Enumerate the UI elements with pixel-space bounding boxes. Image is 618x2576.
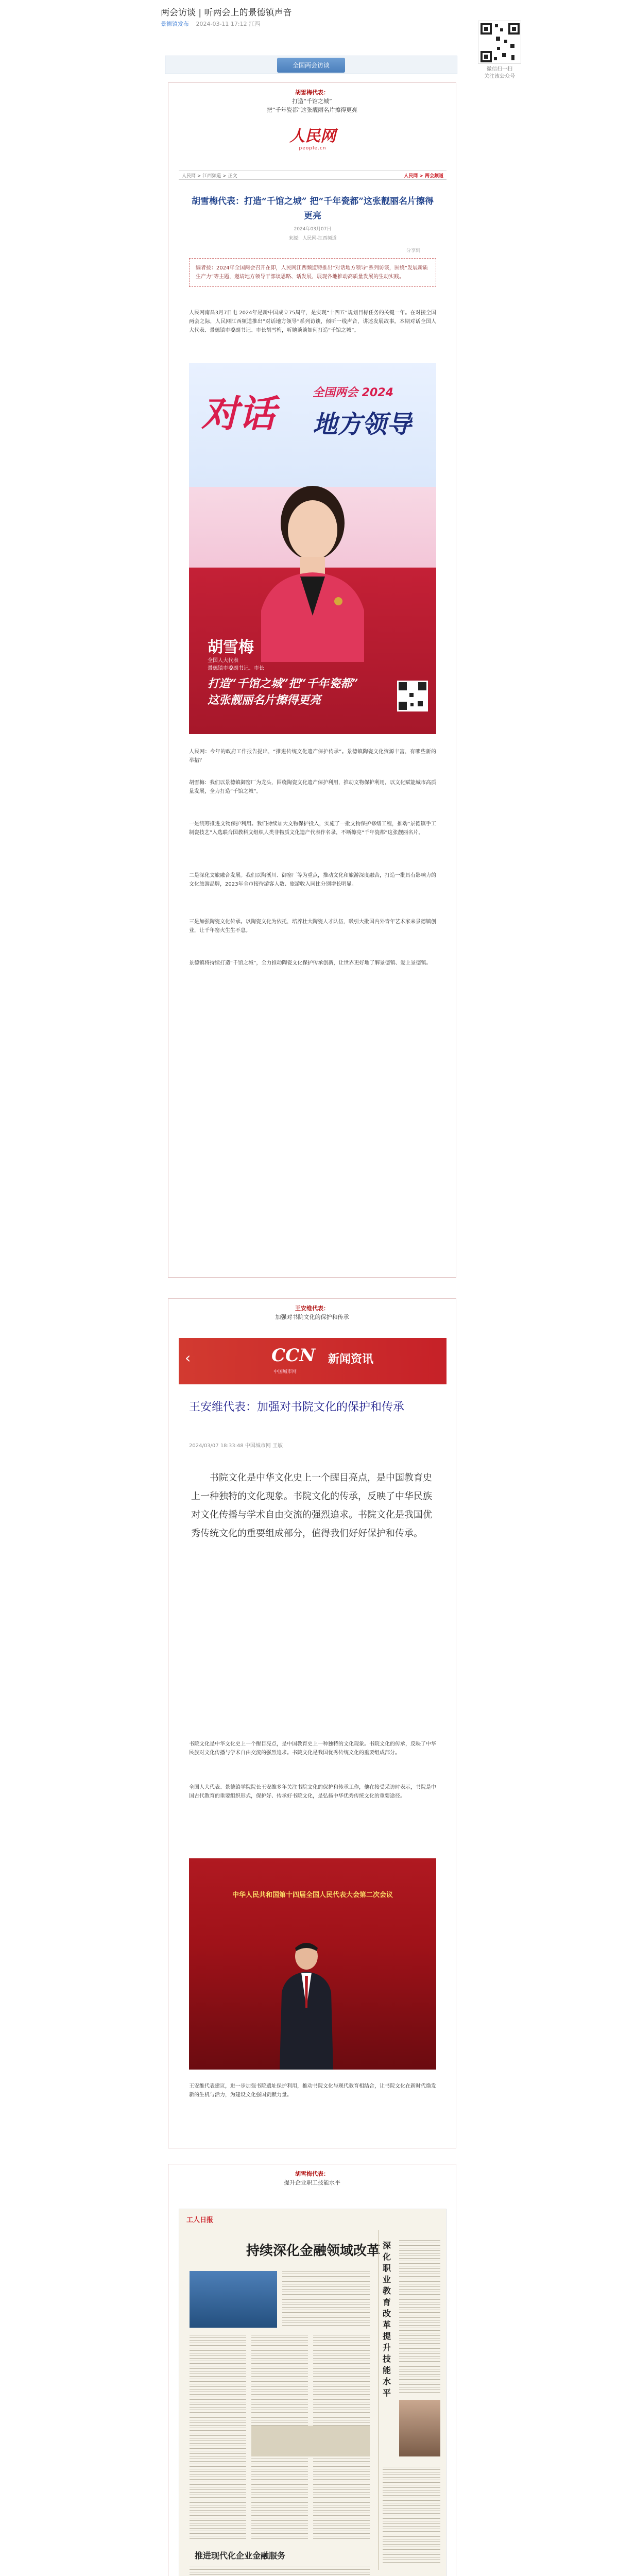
ccn-banner [179, 1338, 447, 1384]
paragraph: 书院文化是中华文化史上一个醒目亮点，是中国教育史上一种独特的文化现象。书院文化的传承，反映了中华民族对文化传播与学术自由交流的强烈追求。书院文化是我国优秀传统文化的重要组成部分。 [189, 1741, 436, 1756]
newspaper-scan [179, 2209, 447, 2576]
person-name: 胡雪梅 [208, 638, 254, 656]
paragraph: 王安维代表建议，进一步加强书院遗址保护利用，推动书院文化与现代教育相结合，让书院文化在新时代焕发新的生机与活力，为建设文化强国贡献力量。 [189, 2083, 436, 2098]
inset-photo [399, 2400, 440, 2456]
article-meta [161, 20, 260, 28]
article-date: 2024年03月07日 [294, 227, 332, 232]
renminwang-logo [276, 123, 350, 152]
text-column [282, 2271, 370, 2328]
poster-title: 对话 [201, 392, 276, 435]
logo-text: 人民网 [289, 127, 336, 145]
newspaper-photo [190, 2271, 277, 2328]
card-header [168, 83, 456, 114]
qr-code-icon [397, 681, 428, 711]
news-card-ccn [168, 1298, 456, 2148]
article-headline: 王安维代表：加强对书院文化的保护和传承 [189, 1401, 405, 1414]
site-nav-strip [179, 171, 447, 180]
text-column [190, 2567, 370, 2576]
section-banner [165, 56, 457, 74]
article-headline: 胡雪梅代表：打造“千馆之城” 把“千年瓷都”这张靓丽名片擦得更亮 [191, 196, 434, 221]
newspaper-headline: 持续深化金融领域改革 [246, 2243, 380, 2259]
article-title: 两会访谈 | 听两会上的景德镇声音 [161, 8, 292, 18]
section-banner-label: 全国两会访谈 [277, 58, 345, 73]
card-header-name: 胡雪梅代表： [295, 2171, 329, 2177]
channel-link[interactable]: 人民网 > 两会频道 [404, 173, 443, 179]
breadcrumb[interactable]: 人民网 > 江西频道 > 正文 [182, 173, 237, 179]
interview-poster [189, 363, 436, 734]
paragraph: 景德镇将持续打造“千馆之城”，全力推动陶瓷文化保护传承创新，让世界更好地了解景德镇、爱上景德镇。 [189, 960, 432, 966]
ccn-logo: CCN [271, 1345, 316, 1366]
share-label[interactable]: 分享到 [406, 248, 421, 253]
pull-quote-block [251, 2426, 370, 2456]
card-header [168, 1299, 456, 1321]
text-column [383, 2467, 440, 2565]
portrait-image [251, 466, 374, 662]
editor-note: 编者按：2024年全国两会召开在即，人民网江西频道特推出“对话地方领导”系列访谈，围绕“发展新质生产力”等主题，邀请地方领导干部谈思路、话发展，展现各地推动高质量发展的生动实践。 [189, 258, 436, 287]
poster-year: 全国两会 2024 [313, 386, 393, 399]
paragraph: 人民网南昌3月7日电 2024年是新中国成立75周年，是实现“十四五”规划目标任务的关键一年。在对接全国两会之际，人民网江西频道推出“对话地方领导”系列访谈，倾听一线声音，讲述发展故事。本期对话全国人大代表、景德镇市委副书记、市长胡雪梅，听她谈谈如何打造“千馆之城”。 [189, 310, 436, 333]
paragraph: 全国人大代表、景德镇学院院长王安维多年关注书院文化的保护和传承工作，他在接受采访时表示，书院是中国古代教育的重要组织形式，保护好、传承好书院文化，是弘扬中华优秀传统文化的重要途径。 [189, 1785, 436, 1799]
article-source: 来源：人民网-江西频道 [288, 236, 337, 241]
news-card-newspaper [168, 2164, 456, 2576]
card-header [168, 2164, 456, 2187]
inset-title: 深化职业教育改革提升技能水平 [383, 2241, 391, 2398]
paragraph: 一是统筹推进文物保护利用。我们持续加大文物保护投入，实施了一批文物保护修缮工程，推动“景德镇手工制瓷技艺”入选联合国教科文组织人类非物质文化遗产代表作名录，不断擦亮“千年瓷都”这张靓丽名片。 [189, 821, 436, 836]
news-card-renminwang [168, 82, 456, 1278]
article-meta: 2024/03/07 18:33:48 中国城市网 王敏 [189, 1443, 283, 1449]
paragraph: 三是加强陶瓷文化传承。以陶瓷文化为依托，培养壮大陶瓷人才队伍，吸引大批国内外青年艺术家来景德镇创业，让千年窑火生生不息。 [189, 919, 436, 934]
person-role: 全国人大代表 景德镇市委副书记、市长 [208, 658, 264, 671]
text-column [190, 2335, 246, 2541]
account-link[interactable]: 景德镇发布 [161, 21, 189, 27]
publish-date: 2024-03-11 17:12 江西 [196, 21, 261, 27]
card-header-line: 提升企业职工技能水平 [284, 2179, 340, 2186]
paragraph: 人民网：今年的政府工作报告提出，“推进传统文化遗产保护传承”。景德镇陶瓷文化资源丰富，有哪些新的举措？ [189, 749, 436, 764]
poster-slogan: 打造“千馆之城”把“千年瓷都” 这张靓丽名片擦得更亮 [208, 677, 358, 707]
ccn-tagline: 中国城市网 [273, 1369, 297, 1375]
photo-banner-text: 中华人民共和国第十四届全国人民代表大会第二次会议 [232, 1891, 393, 1899]
newspaper-inset [378, 2230, 445, 2570]
delegate-figure [276, 1936, 337, 2070]
ccn-section: 新闻资讯 [328, 1353, 374, 1366]
card-header-name: 胡雪梅代表： [295, 89, 329, 96]
logo-subtext: people.cn [299, 146, 327, 151]
newspaper-masthead: 工人日报 [186, 2216, 214, 2224]
newspaper-subhead: 推进现代化企业金融服务 [195, 2551, 286, 2561]
card-header-line: 加强对书院文化的保护和传承 [275, 1314, 349, 1320]
qr-caption: 微信扫一扫 关注该公众号 [484, 66, 515, 79]
card-header-line: 把“千年瓷都”这张靓丽名片擦得更亮 [266, 107, 358, 113]
card-header-name: 王安维代表： [295, 1305, 329, 1312]
article-photo [189, 1858, 436, 2070]
qr-code-icon [478, 21, 521, 64]
text-column [399, 2240, 440, 2395]
paragraph: 二是深化文旅融合发展。我们以陶溪川、御窑厂等为重点，推动文化和旅游深度融合，打造一批具有影响力的文化旅游品牌，2023年全市接待游客人数、旅游收入同比分别增长明显。 [189, 873, 436, 887]
article-lead: 书院文化是中华文化史上一个醒目亮点，是中国教育史上一种独特的文化现象。书院文化的传承，反映了中华民族对文化传播与学术自由交流的强烈追求。书院文化是我国优秀传统文化的重要组成部分，值得我们好好保护和传承。 [191, 1472, 432, 1539]
paragraph: 胡雪梅：我们以景德镇御窑厂为龙头，围绕陶瓷文化遗产保护利用，推动文物保护利用，以文化赋能城市高质量发展，全力打造“千馆之城”。 [189, 780, 436, 794]
back-arrow-icon[interactable]: ‹ [185, 1349, 191, 1366]
card-header-line: 打造“千馆之城” [292, 98, 332, 105]
poster-column: 地方领导 [313, 410, 412, 439]
